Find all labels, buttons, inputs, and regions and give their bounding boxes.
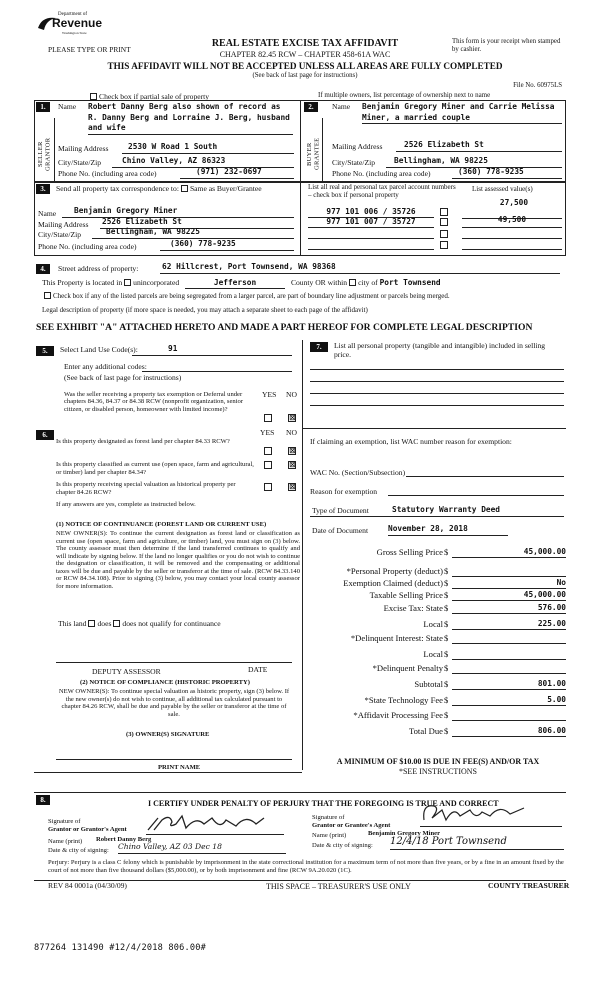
wac-no-label: WAC No. (Section/Subsection)	[310, 468, 406, 477]
s3-city[interactable]: Bellingham, WA 98225	[92, 228, 294, 239]
seller-phone[interactable]: (971) 232-0697	[180, 168, 294, 179]
assessed-value-2[interactable]: 49,500	[462, 216, 562, 228]
located-label: This Property is located in	[42, 278, 123, 287]
grantor-name[interactable]: Robert Danny Berg	[96, 836, 152, 843]
city-checkbox[interactable]	[349, 279, 356, 286]
tax-row-label: *Delinquent Penalty	[372, 663, 443, 673]
doc-type[interactable]: Statutory Warranty Deed	[392, 505, 500, 514]
tax-row-label: Taxable Selling Price	[369, 590, 443, 600]
complete-instructed: If any answers are yes, complete as instructed below.	[56, 501, 196, 508]
tax-row-value[interactable]: No	[452, 579, 566, 589]
grantor-sig-label1: Signature of	[48, 818, 81, 825]
s5-yes-header: YES	[262, 390, 277, 399]
tax-row-label: *Delinquent Interest: State	[350, 633, 443, 643]
city-value[interactable]: Port Townsend	[379, 278, 441, 287]
tax-row-label: *Affidavit Processing Fee	[353, 710, 443, 720]
receipt-note: This form is your receipt when stamped by cashier.	[452, 38, 561, 53]
forest-question: Is this property designated as forest land per chapter 84.33 RCW?	[56, 438, 230, 445]
same-as-buyer-label: Same as Buyer/Grantee	[189, 184, 262, 193]
s3-city-label: City/State/Zip	[38, 230, 82, 239]
partial-sale-checkbox[interactable]	[90, 93, 97, 100]
street-label: Street address of property:	[58, 264, 139, 273]
personal-property-label: List all personal property (tangible and intangible) included in selling price.	[334, 341, 546, 359]
assessed-value-1[interactable]: 27,500	[499, 198, 529, 207]
treasurer-stamp: 877264 131490 #12/4/2018 806.00#	[34, 943, 206, 953]
multiple-owners-note: If multiple owners, list percentage of ownership next to name	[318, 91, 491, 99]
grantor-signature-icon[interactable]	[146, 812, 286, 836]
dollar-sign: $	[444, 649, 449, 659]
segregated-checkbox[interactable]	[44, 292, 51, 299]
grantor-date-city[interactable]: Chino Valley, AZ 03 Dec 18	[118, 843, 286, 854]
dollar-sign: $	[444, 695, 449, 705]
notice2-title: (2) NOTICE OF COMPLIANCE (HISTORIC PROPERTY)	[80, 679, 250, 686]
dor-logo	[36, 12, 103, 42]
s3-phone[interactable]: (360) 778-9235	[160, 240, 294, 251]
grantee-sig-label2: Grantor or Grantee's Agent	[312, 822, 391, 829]
county-label: County OR within	[290, 278, 348, 287]
tax-row-value[interactable]: 45,000.00	[452, 548, 566, 558]
exemption-wac-label: If claiming an exemption, list WAC number reason for exemption:	[310, 437, 512, 446]
owner-signature-label: (3) OWNER(S) SIGNATURE	[126, 731, 210, 738]
unincorporated-checkbox[interactable]	[124, 279, 131, 286]
tax-row-value[interactable]: 801.00	[452, 680, 566, 690]
tax-row-value[interactable]: 806.00	[452, 727, 566, 737]
seller-city[interactable]: Chino Valley, AZ 86323	[112, 157, 294, 168]
historic-question: Is this property receiving special valuation as historical property per chapter 84.26 RCW?	[56, 481, 236, 496]
tax-row-label: Local	[423, 649, 443, 659]
s5-no-checkbox[interactable]: ⊠	[289, 413, 296, 422]
dollar-sign: $	[444, 619, 449, 629]
continuance-row	[58, 620, 221, 629]
buyer-name[interactable]: Benjamin Gregory Miner and Carrie Melissa Miner, a married couple	[362, 102, 562, 124]
personal-property-checkbox-2[interactable]	[440, 218, 448, 226]
logo-line2: Revenue	[52, 16, 103, 30]
dollar-sign: $	[444, 679, 449, 689]
personal-property-checkbox-3[interactable]	[440, 230, 448, 238]
county-treasurer: COUNTY TREASURER	[488, 881, 570, 890]
seller-mailing-label: Mailing Address	[58, 144, 109, 153]
doc-type-label: Type of Document	[312, 506, 369, 515]
buyer-phone[interactable]: (360) 778-9235	[452, 168, 562, 179]
accounts-header: List all real and personal tax parcel account numbers – check box if personal property	[308, 183, 456, 200]
tax-row-label: Gross Selling Price	[376, 547, 443, 557]
land-use-label: Select Land Use Code(s):	[60, 345, 138, 354]
tax-row-label: Subtotal	[414, 679, 443, 689]
land-use-code[interactable]: 91	[168, 344, 178, 353]
treasurer-space: THIS SPACE – TREASURER'S USE ONLY	[266, 882, 411, 891]
tax-row-value[interactable]: 45,000.00	[452, 591, 566, 601]
grantee-date-city[interactable]: 12/4/18 Port Townsend	[390, 836, 564, 850]
segregated-row	[42, 292, 562, 300]
dollar-sign: $	[444, 578, 449, 588]
dollar-sign: $	[444, 710, 449, 720]
forest-yes-checkbox[interactable]	[264, 447, 272, 455]
correspondence-label: Send all property tax correspondence to:	[56, 184, 179, 193]
exemption-question: Was the seller receiving a property tax exemption or Deferral under chapters 84.36, 84.37 or 84.38 RCW (nonprofit organization, senior citizen, or disabled person, homeowner with limited income)?	[64, 391, 244, 413]
deputy-date-label: DATE	[248, 665, 268, 674]
tax-row-label: Exemption Claimed (deduct)	[343, 578, 443, 588]
minimum-fee-notice: A MINIMUM OF $10.00 IS DUE IN FEE(S) AND/OR TAX	[336, 757, 540, 766]
seller-phone-label: Phone No. (including area code)	[58, 169, 157, 178]
additional-codes-label: Enter any additional codes:	[64, 362, 147, 371]
tax-row-label: Local	[423, 619, 443, 629]
buyer-mailing-label: Mailing Address	[332, 142, 383, 151]
grantee-name-label: Name (print)	[312, 832, 347, 839]
forest-no-checkbox[interactable]: ⊠	[289, 446, 296, 455]
seller-side-label: SELLER GRANTOR	[37, 137, 52, 171]
notice1-title: (1) NOTICE OF CONTINUANCE (FOREST LAND OR CURRENT USE)	[56, 521, 267, 528]
buyer-mailing[interactable]: 2526 Elizabeth St	[396, 141, 562, 152]
logo-line3: Washington State	[62, 31, 87, 35]
does-not-label: does not qualify for continuance	[122, 619, 221, 628]
print-name-label: PRINT NAME	[158, 764, 201, 771]
historic-yes-checkbox[interactable]	[264, 483, 272, 491]
dollar-sign: $	[444, 566, 449, 576]
s6-no-header: NO	[286, 428, 297, 437]
tax-row-label: *State Technology Fee	[364, 695, 443, 705]
see-back-text: (See back of last page for instructions)	[252, 72, 358, 79]
tax-row-value[interactable]: 225.00	[452, 620, 566, 630]
seller-mailing[interactable]: 2530 W Road 1 South	[122, 143, 294, 154]
tax-row-value[interactable]: 5.00	[452, 696, 566, 706]
tax-row-value[interactable]	[452, 634, 566, 644]
reason-label: Reason for exemption	[310, 487, 378, 496]
seller-name-label: Name	[58, 102, 77, 111]
tax-row-label: *Personal Property (deduct)	[346, 566, 443, 576]
s3-name-label: Name	[38, 209, 57, 218]
s3-mailing-label: Mailing Address	[38, 220, 89, 229]
does-label: does	[97, 619, 112, 628]
file-number: File No. 60975LS	[513, 82, 562, 89]
dollar-sign: $	[444, 547, 449, 557]
certify-text: I CERTIFY UNDER PENALTY OF PERJURY THAT THE FOREGOING IS TRUE AND CORRECT	[148, 799, 499, 808]
current-use-question: Is this property classified as current use (open space, farm and agricultural, or timber) land per chapter 84.34?	[56, 461, 254, 476]
current-use-no-checkbox[interactable]: ⊠	[289, 460, 296, 469]
street-address[interactable]: 62 Hillcrest, Port Townsend, WA 98368	[160, 263, 560, 274]
buyer-city-label: City/State/Zip	[332, 158, 376, 167]
account-number-1[interactable]: 977 101 006 / 35726	[308, 208, 434, 218]
tax-row-value[interactable]	[452, 567, 566, 577]
doc-date[interactable]: November 28, 2018	[388, 525, 508, 536]
tax-row-label: Total Due	[408, 726, 443, 736]
tax-row-value[interactable]	[452, 650, 566, 660]
current-use-yes-checkbox[interactable]	[264, 461, 272, 469]
account-number-2[interactable]: 977 101 007 / 35727	[308, 218, 434, 228]
seller-city-label: City/State/Zip	[58, 158, 102, 167]
personal-property-checkbox-1[interactable]	[440, 208, 448, 216]
form-title: REAL ESTATE EXCISE TAX AFFIDAVIT	[211, 38, 399, 49]
assessed-header: List assessed value(s)	[472, 185, 533, 193]
this-land-label: This land	[58, 619, 87, 628]
grantee-date-city-label: Date & city of signing:	[312, 842, 373, 849]
s5-yes-checkbox[interactable]	[264, 414, 272, 422]
city-label: city of	[358, 278, 378, 287]
tax-row-value[interactable]: 576.00	[452, 604, 566, 614]
correspondence-row	[56, 185, 262, 194]
dollar-sign: $	[444, 663, 449, 673]
doc-date-label: Date of Document	[312, 526, 369, 535]
tax-row-value[interactable]	[452, 664, 566, 674]
segregated-label: Check box if any of the listed parcels are being segregated from a larger parcel, are part of boundary line adjustment or parcels being merged.	[53, 292, 450, 300]
form-subtitle: CHAPTER 82.45 RCW – CHAPTER 458-61A WAC	[219, 50, 391, 59]
additional-see-back: (See back of last page for instructions)	[64, 373, 182, 382]
buyer-side-label: BUYER GRANTEE	[306, 137, 321, 171]
s3-name[interactable]: Benjamin Gregory Miner	[62, 207, 294, 218]
please-type-text: PLEASE TYPE OR PRINT	[48, 45, 131, 54]
s5-no-header: NO	[286, 390, 297, 399]
county-value[interactable]: Jefferson	[185, 279, 285, 289]
exhibit-text: SEE EXHIBIT "A" ATTACHED HERETO AND MADE A PART HEREOF FOR COMPLETE LEGAL DESCRIPTION	[36, 322, 533, 333]
same-as-buyer-checkbox[interactable]	[181, 185, 188, 192]
grantor-name-label: Name (print)	[48, 838, 83, 845]
historic-no-checkbox[interactable]: ⊠	[289, 482, 296, 491]
personal-property-checkbox-4[interactable]	[440, 241, 448, 249]
tax-row-label: Excise Tax: State	[383, 603, 443, 613]
notice1-body: NEW OWNER(S): To continue the current designation as forest land or classification as current use (open space, farm and agriculture, or timber) land, you must sign on (3) below. The county assessor must then determine if the land transferred continues to qualify and will indicate by signing below. If the land no longer qualifies or you do not wish to continue the designation or classification, it will be removed and the compensating or additional taxes will be due and payable by the seller or transferor at the time of sale. (RCW 84.33.140 or RCW 84.34.108). Prior to signing (3) below, you may contact your local county assessor for more information.	[56, 530, 300, 591]
s3-phone-label: Phone No. (including area code)	[38, 242, 137, 251]
unincorporated-label: unincorporated	[133, 278, 180, 287]
partial-sale-label: Check box if partial sale of property	[99, 92, 210, 101]
seller-name[interactable]: Robert Danny Berg also shown of record as R. Danny Berg and Lorraine J. Berg, husband and wife	[88, 102, 293, 135]
grantor-date-city-label: Date & city of signing:	[48, 847, 109, 854]
rev-number: REV 84 0001a (04/30/09)	[48, 881, 127, 890]
s6-yes-header: YES	[260, 428, 275, 437]
grantor-sig-label2: Grantor or Grantor's Agent	[48, 826, 127, 833]
grantee-sig-label1: Signature of	[312, 814, 345, 821]
deputy-assessor-label: DEPUTY ASSESSOR	[92, 667, 161, 676]
dollar-sign: $	[444, 603, 449, 613]
grantee-signature-icon[interactable]	[420, 800, 530, 826]
buyer-name-label: Name	[332, 102, 351, 111]
does-checkbox[interactable]	[88, 620, 95, 627]
perjury-notice: Perjury: Perjury is a class C felony which is punishable by imprisonment in the state correctional institution for a maximum term of not more than five years, or by a fine in an amount fixed by the court of not more than five thousand dollars ($5,000.00), or by both imprisonment and fine (RCW 9A.20.020 (1C).	[48, 859, 564, 874]
tax-row-value[interactable]	[452, 711, 566, 721]
dollar-sign: $	[444, 590, 449, 600]
does-not-checkbox[interactable]	[113, 620, 120, 627]
location-row	[42, 279, 441, 289]
s3-mailing[interactable]: 2526 Elizabeth St	[100, 218, 294, 229]
grantee-name[interactable]: Benjamin Gregory Miner	[368, 830, 441, 837]
notice2-body: NEW OWNER(S): To continue special valuation as historic property, sign (3) below. If the new owner(s) do not wish to continue, all additional tax calculated pursuant to chapter 84.26 RCW, shall be due and payable by the seller or transferor at the time of sale.	[58, 688, 290, 718]
form-warning: THIS AFFIDAVIT WILL NOT BE ACCEPTED UNLESS ALL AREAS ARE FULLY COMPLETED	[107, 61, 503, 71]
see-instructions: *SEE INSTRUCTIONS	[398, 767, 477, 776]
legal-desc-label: Legal description of property (if more space is needed, you may attach a separate sheet to each page of the affidavit)	[42, 306, 368, 314]
dollar-sign: $	[444, 633, 449, 643]
logo-line1: Department of	[58, 12, 88, 17]
buyer-city[interactable]: Bellingham, WA 98225	[386, 157, 562, 168]
dollar-sign: $	[444, 726, 449, 736]
buyer-phone-label: Phone No. (including area code)	[332, 169, 431, 178]
